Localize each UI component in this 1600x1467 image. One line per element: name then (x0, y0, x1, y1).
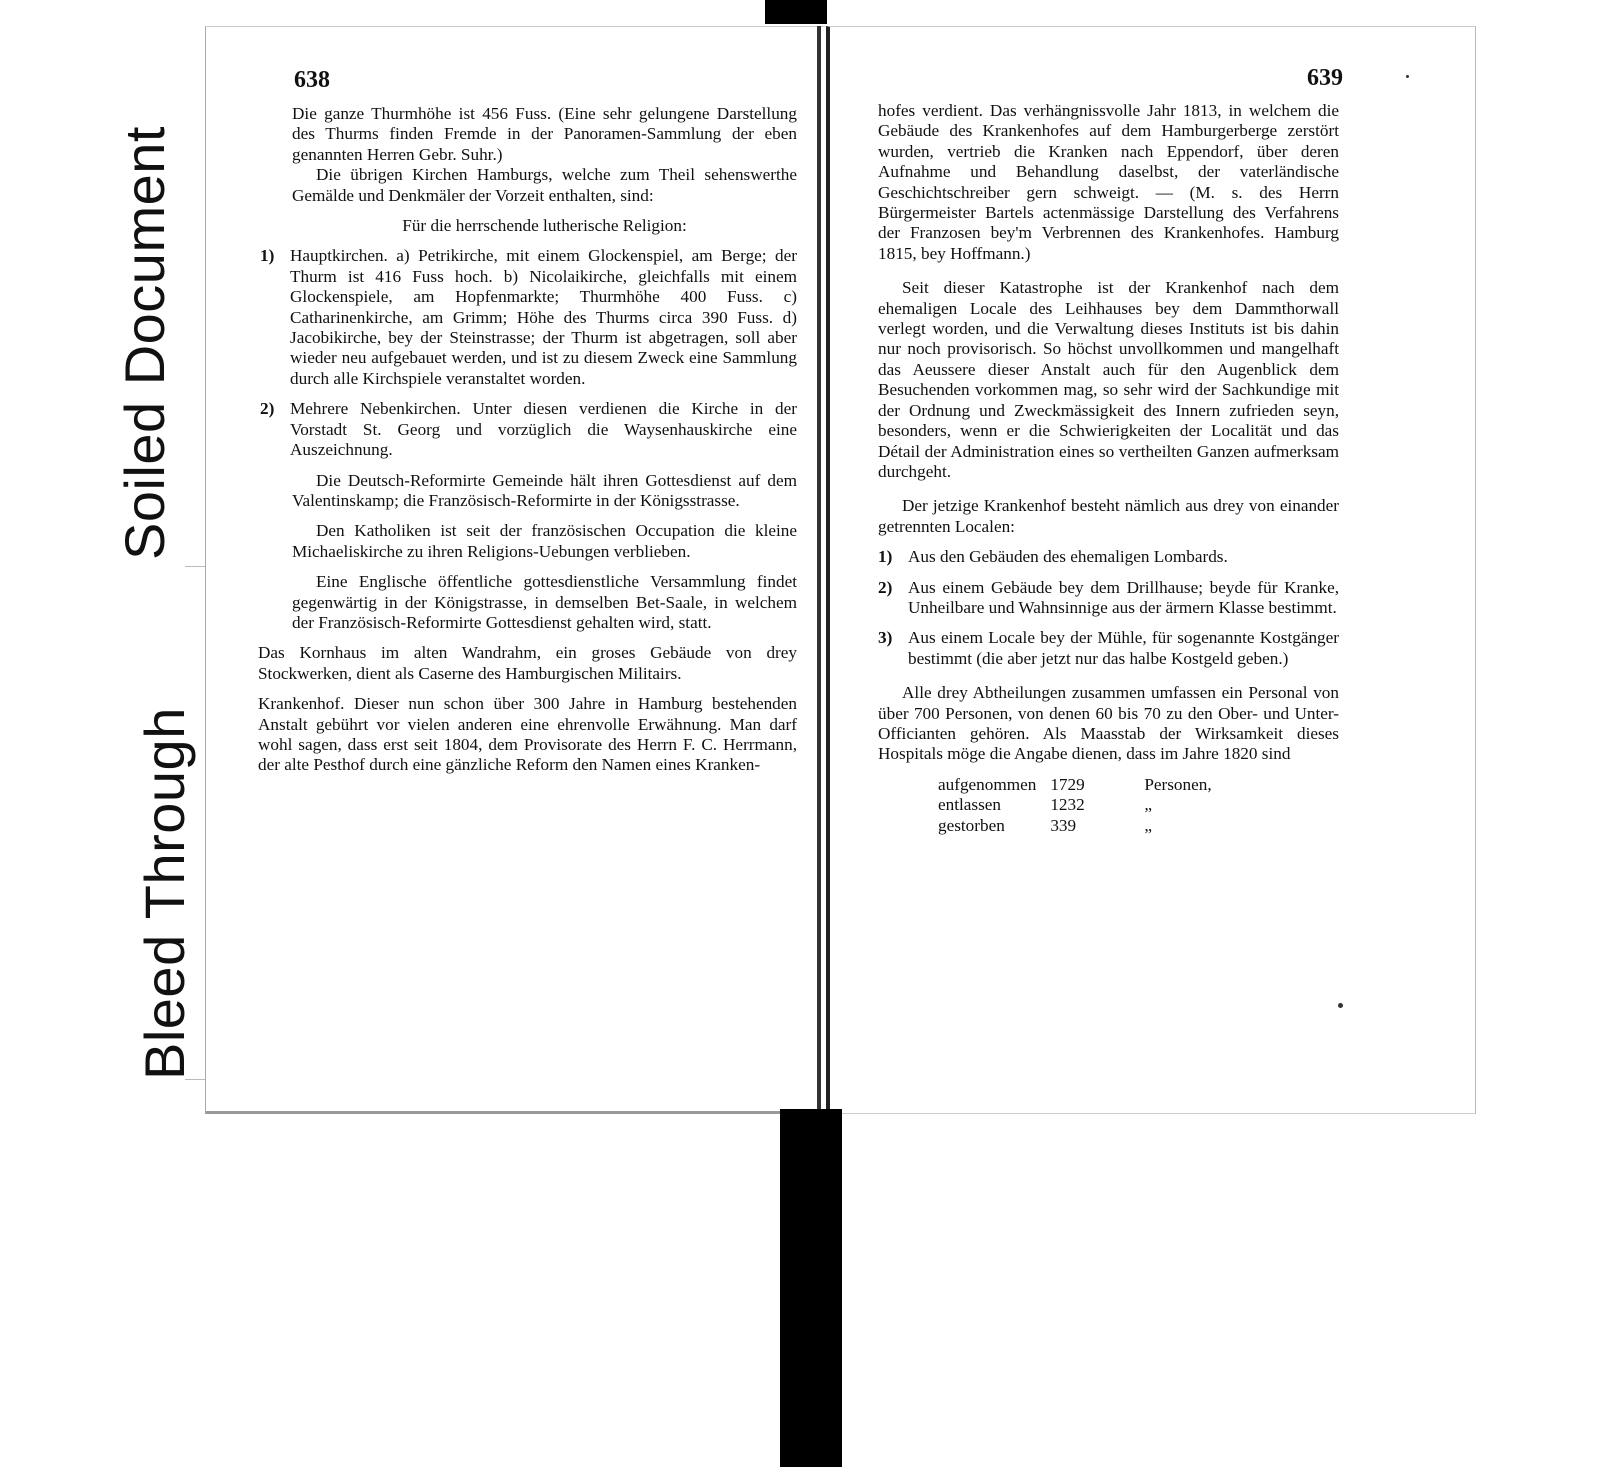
list-item (260, 246, 797, 389)
list-item-text: Aus den Gebäuden des ehemaligen Lombards. (908, 547, 1228, 567)
list-item (878, 547, 1339, 567)
stat-value: 339 (1050, 815, 1077, 835)
binding-strip-top (765, 0, 827, 24)
section-heading: Für die herrschende lutherische Religion: (402, 216, 687, 236)
stat-unit: „ (1144, 815, 1152, 835)
paragraph: Seit dieser Katastrophe ist der Krankenhof nach dem ehemaligen Locale des Leihhauses bey dem Dammthorwall verlegt worden, und die Verwaltung dieses Instituts ist bis dahin nur noch provisorisch. So höchst unvollkommen und mangelhaft das Aeussere dieser Anstalt auch für den Augenblick dem Besuchenden vorkommen mag, so sehr wird der Sachkundige mit der Ordnung und Zweckmässigkeit des Innern zufrieden seyn, besonders, wenn er die Schwierigkeiten der Localität und das Détail der Administration eines so vertheilten Ganzen aufmerksam durchgeht. (878, 278, 1339, 481)
stat-label: gestorben (938, 815, 1005, 835)
ink-speck (1338, 1003, 1343, 1008)
stat-unit: „ (1144, 795, 1152, 815)
stat-unit: Personen, (1144, 774, 1212, 794)
right-page (826, 26, 1476, 1114)
stat-label: entlassen (938, 795, 1002, 815)
ink-speck (1406, 75, 1409, 78)
soiled-document-stamp: Soiled Document (113, 126, 176, 560)
list-item-text: Mehrere Nebenkirchen. Unter diesen verdienen die Kirche in der Vorstadt St. Georg und vorzüglich die Waysenhauskirche eine Auszeichnung. (290, 399, 797, 460)
left-page (205, 26, 825, 1114)
stat-label: aufgenommen (938, 774, 1037, 794)
table-row (938, 775, 1226, 795)
list-item (878, 577, 1339, 619)
list-item-number: 2) (260, 399, 275, 419)
page-number-right: 639 (1307, 65, 1343, 91)
right-page-text (878, 101, 1339, 836)
table-row (938, 795, 1226, 815)
stat-value: 1729 (1050, 774, 1085, 794)
paragraph: Die ganze Thurmhöhe ist 456 Fuss. (Eine sehr gelungene Darstellung des Thurms finden Fremde in der Panoramen-Sammlung der eben genannten Herren Gebr. Suhr.) (292, 104, 797, 164)
paragraph: Den Katholiken ist seit der französischen Occupation die kleine Michaeliskirche zu ihren Religions-Uebungen verblieben. (292, 521, 797, 561)
paragraph: Krankenhof. Dieser nun schon über 300 Jahre in Hamburg bestehenden Anstalt gebührt vor vielen anderen eine ehrenvolle Erwähnung. Man darf wohl sagen, dass erst seit 1804, dem Provisorate des Herrn F. C. Herrmann, der alte Pesthof durch eine gänzliche Reform den Namen eines Kranken- (258, 694, 797, 775)
paragraph: Das Kornhaus im alten Wandrahm, ein groses Gebäude von drey Stockwerken, dient als Caserne des Hamburgischen Militairs. (258, 643, 797, 683)
paragraph: Eine Englische öffentliche gottesdienstliche Versammlung findet gegenwärtig in der Königstrasse, in demselben Bet-Saale, in welchem der Französisch-Reformirte Gottesdienst gehalten wird, statt. (292, 572, 797, 632)
bleed-through-stamp: Bleed Through (133, 707, 196, 1080)
list-item-text: Hauptkirchen. a) Petrikirche, mit einem Glockenspiel, am Berge; der Thurm ist 416 Fuss hoch. b) Nicolaikirche, gleichfalls mit einem Glockenspiele, am Hopfenmarkte; Thurmhöhe 400 Fuss. c) Catharinenkirche, am Grimm; Höhe des Thurms circa 390 Fuss. d) Jacobikirche, bey der Steinstrasse; der Thurm ist abgetragen, soll aber wieder neu aufgebauet werden, und ist zu diesem Zweck eine Sammlung durch alle Kirchspiele veranstaltet worden. (290, 246, 797, 388)
list-item-number: 3) (878, 628, 893, 648)
statistics-table (938, 775, 1226, 836)
stat-value: 1232 (1050, 795, 1085, 815)
list-item-text: Aus einem Gebäude bey dem Drillhause; beyde für Kranke, Unheilbare und Wahnsinnige aus der ärmern Klasse bestimmt. (908, 577, 1339, 617)
list-item (260, 399, 797, 460)
list-item-number: 2) (878, 577, 893, 597)
paragraph: Alle drey Abtheilungen zusammen umfassen ein Personal von über 700 Personen, von denen 60 bis 70 zu den Ober- und Unter-Officianten gehören. Als Maasstab der Wirksamkeit dieses Hospitals möge die Angabe dienen, dass im Jahre 1820 sind (878, 683, 1339, 764)
left-page-text (258, 104, 797, 776)
paragraph: Der jetzige Krankenhof besteht nämlich aus drey von einander getrennten Localen: (878, 496, 1339, 536)
paragraph: hofes verdient. Das verhängnissvolle Jahr 1813, in welchem die Gebäude des Krankenhofes auf dem Hamburgerberge zerstört wurden, vertrieb die Kranken nach Eppendorf, über deren Aufnahme und Behandlung daselbst, der vaterländische Geschichtschreiber gern schweigt. — (M. s. des Herrn Bürgermeister Bartels actenmässige Darstellung des Verfahrens der Franzosen bey'm Verbrennen des Krankenhofes. Hamburg 1815, bey Hoffmann.) (878, 101, 1339, 263)
page-number-left: 638 (294, 67, 330, 93)
list-item-text: Aus einem Locale bey der Mühle, für sogenannte Kostgänger bestimmt (die aber jetzt nur das halbe Kostgeld geben.) (908, 628, 1339, 668)
list-item-number: 1) (260, 246, 275, 266)
binding-strip-bottom (780, 1109, 842, 1467)
paragraph: Die Deutsch-Reformirte Gemeinde hält ihren Gottesdienst auf dem Valentinskamp; die Französisch-Reformirte in der Königsstrasse. (292, 470, 797, 510)
list-item-number: 1) (878, 547, 893, 567)
paragraph: Die übrigen Kirchen Hamburgs, welche zum Theil sehenswerthe Gemälde und Denkmäler der Vorzeit enthalten, sind: (292, 165, 797, 205)
gutter-line (817, 26, 821, 1114)
table-row (938, 816, 1226, 836)
list-item (878, 628, 1339, 669)
